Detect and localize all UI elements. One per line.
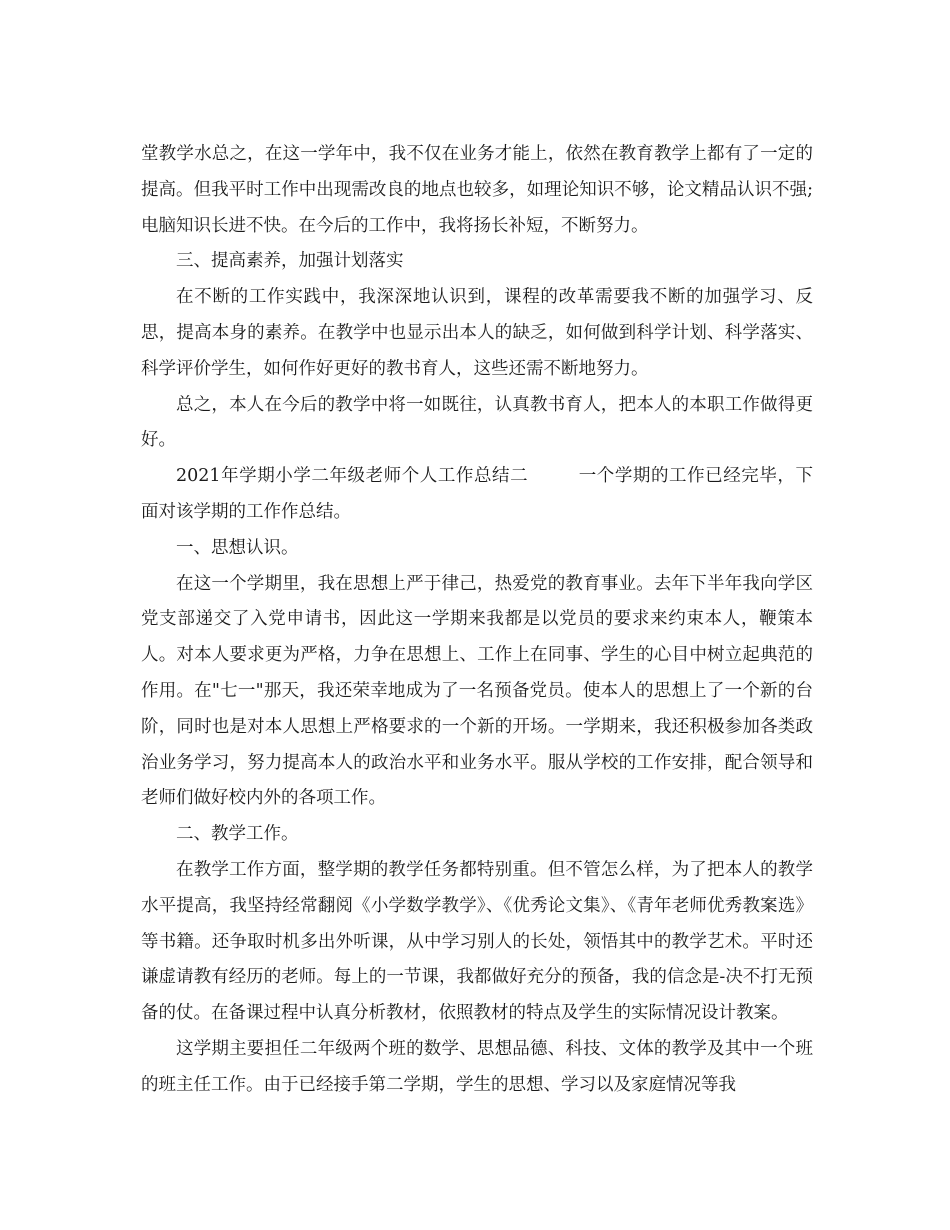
paragraph-summary: 堂教学水总之，在这一学年中，我不仅在业务才能上，依然在教育教学上都有了一定的提高。但我平时工作中出现需改良的地点也较多，如理论知识不够，论文精品认识不强;电脑知识长进不快。在今后的工作中，我将扬长补短，不断努力。	[141, 144, 813, 236]
heading-teaching: 二、教学工作。	[176, 824, 299, 845]
section-title: 2021年学期小学二年级老师个人工作总结二	[176, 466, 529, 487]
paragraph-thought: 在这一个学期里，我在思想上严于律己，热爱党的教育事业。去年下半年我向学区党支部递交了入党申请书，因此这一学期来我都是以党员的要求来约束本人，鞭策本人。对本人要求更为严格，力争在思想上、工作上在同事、学生的心目中树立起典范的作用。在"七一"那天，我还荣幸地成为了一名预备党员。使本人的思想上了一个新的台阶，同时也是对本人思想上严格要求的一个新的开场。一学期来，我还积极参加各类政治业务学习，努力提高本人的政治水平和业务水平。服从学校的工作安排，配合领导和老师们做好校内外的各项工作。	[141, 573, 813, 809]
heading-improve-quality: 三、提高素养，加强计划落实	[176, 251, 404, 272]
heading-thought: 一、思想认识。	[176, 537, 299, 558]
document-page	[141, 137, 813, 1104]
paragraph-title-line	[141, 459, 813, 531]
section-intro: 一个学期的工作已经完毕，下面对该学期的工作作总结。	[141, 466, 813, 522]
paragraph-practice: 在不断的工作实践中，我深深地认识到，课程的改革需要我不断的加强学习、反思，提高本身的素养。在教学中也显示出本人的缺乏，如何做到科学计划、科学落实、科学评价学生，如何作好更好的教书育人，这些还需不断地努力。	[141, 287, 813, 379]
paragraph-duties: 这学期主要担任二年级两个班的数学、思想品德、科技、文体的教学及其中一个班的班主任工作。由于已经接手第二学期，学生的思想、学习以及家庭情况等我	[141, 1038, 813, 1095]
paragraph-conclusion: 总之，本人在今后的教学中将一如既往，认真教书育人，把本人的本职工作做得更好。	[141, 394, 813, 451]
paragraph-teaching: 在教学工作方面，整学期的教学任务都特别重。但不管怎么样，为了把本人的教学水平提高，我坚持经常翻阅《小学数学教学》、《优秀论文集》、《青年老师优秀教案选》等书籍。还争取时机多出外听课，从中学习别人的长处，领悟其中的教学艺术。平时还谦虚请教有经历的老师。每上的一节课，我都做好充分的预备，我的信念是-决不打无预备的仗。在备课过程中认真分析教材，依照教材的特点及学生的实际情况设计教案。	[141, 859, 813, 1024]
